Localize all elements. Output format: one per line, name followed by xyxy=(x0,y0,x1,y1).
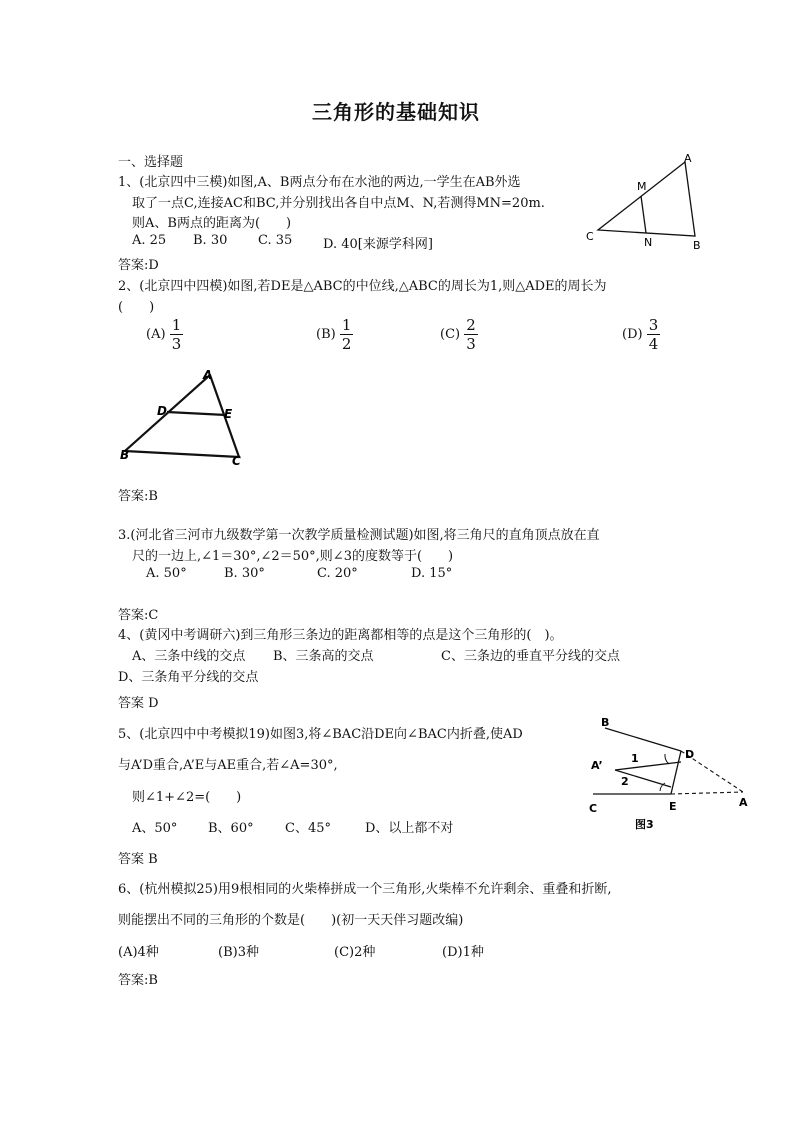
q4-line1: 4、(黄冈中考调研六)到三角形三条边的距离都相等的点是这个三角形的( )。 xyxy=(118,628,563,643)
q3-line1: 3.(河北省三河市九级数学第一次教学质量检测试题)如图,将三角尺的直角顶点放在直 xyxy=(118,528,600,543)
section-heading: 一、选择题 xyxy=(118,155,184,170)
q5-figure xyxy=(585,712,760,832)
q5-figure-caption: 图3 xyxy=(635,818,654,831)
q5-label-b: B xyxy=(601,716,610,729)
q2-option-b-num: 1 xyxy=(341,316,352,334)
q1-option-c: C. 35 xyxy=(258,233,293,248)
q6-answer: 答案:B xyxy=(118,973,158,988)
q3-answer: 答案:C xyxy=(118,608,159,623)
q5-answer: 答案 B xyxy=(118,852,158,867)
q5-label-e: E xyxy=(669,800,677,813)
q2-option-b xyxy=(316,316,353,353)
q2-option-d-den: 4 xyxy=(648,335,659,353)
q2-option-d-label: (D) xyxy=(622,327,643,342)
q2-option-d xyxy=(622,316,660,353)
q2-option-b-den: 2 xyxy=(341,335,352,353)
q1-answer: 答案:D xyxy=(118,258,159,273)
q1-line3: 则A、B两点的距离为( ) xyxy=(132,216,292,231)
q1-label-b: B xyxy=(693,239,701,252)
q2-line2: ( ) xyxy=(118,300,155,315)
q5-line-a-prime-d xyxy=(615,762,681,770)
q1-option-a: A. 25 xyxy=(132,233,167,248)
q2-option-d-num: 3 xyxy=(648,316,659,334)
q2-triangle xyxy=(125,375,239,457)
q2-figure xyxy=(115,365,255,470)
q4-option-c: C、三条边的垂直平分线的交点 xyxy=(441,649,620,664)
q1-line1: 1、(北京四中三模)如图,A、B两点分布在水池的两边,一学生在AB外选 xyxy=(118,175,521,190)
q6-line1: 6、(杭州模拟25)用9根相同的火柴棒拼成一个三角形,火柴棒不允许剩余、重叠和折断, xyxy=(118,882,612,897)
page-title: 三角形的基础知识 xyxy=(312,100,480,124)
q5-angle-1-arc xyxy=(665,754,669,764)
q2-option-a-den: 3 xyxy=(171,335,182,353)
q5-line-ea-dashed xyxy=(671,792,743,794)
q2-segment-de xyxy=(167,412,226,415)
q5-label-1: 1 xyxy=(631,752,639,765)
q5-label-d: D xyxy=(685,748,695,761)
q4-option-a: A、三条中线的交点 xyxy=(132,649,246,664)
q6-option-b: (B)3种 xyxy=(218,945,259,960)
q1-label-m: M xyxy=(637,180,647,193)
q2-option-a-num: 1 xyxy=(171,316,182,334)
q1-option-d: D. 40[来源学科网] xyxy=(323,237,433,252)
q2-answer: 答案:B xyxy=(118,489,158,504)
q2-option-c-den: 3 xyxy=(466,335,476,353)
q5-option-d: D、以上都不对 xyxy=(365,821,454,836)
q2-label-a: A xyxy=(203,368,213,382)
q5-label-2: 2 xyxy=(621,775,629,788)
q5-option-a: A、50° xyxy=(132,821,178,836)
q4-option-b: B、三条高的交点 xyxy=(273,649,374,664)
q6-option-c: (C)2种 xyxy=(334,945,376,960)
q1-label-a: A xyxy=(684,152,692,165)
q3-option-a: A. 50° xyxy=(146,566,187,581)
q2-option-a xyxy=(146,316,183,353)
q5-label-a-prime: A’ xyxy=(591,759,603,772)
q1-option-b: B. 30 xyxy=(193,233,228,248)
q5-label-c: C xyxy=(589,802,598,815)
q1-label-c: C xyxy=(586,230,594,243)
q6-option-d: (D)1种 xyxy=(442,945,484,960)
q3-option-b: B. 30° xyxy=(224,566,265,581)
q5-fold-line-de xyxy=(671,751,681,794)
q2-label-c: C xyxy=(232,454,241,468)
q5-line-bd xyxy=(605,728,681,751)
q1-label-n: N xyxy=(644,236,653,249)
q2-option-b-label: (B) xyxy=(316,327,336,342)
q4-option-d: D、三条角平分线的交点 xyxy=(118,670,259,685)
q1-triangle xyxy=(598,162,695,236)
q1-segment-mn xyxy=(641,196,646,233)
q3-option-c: C. 20° xyxy=(317,566,358,581)
q2-option-c-num: 2 xyxy=(466,316,476,334)
q5-option-c: C、45° xyxy=(285,821,331,836)
q6-line2: 则能摆出不同的三角形的个数是( )(初一天天伴习题改编) xyxy=(118,913,464,928)
q2-option-c xyxy=(440,316,478,353)
q2-line1: 2、(北京四中四模)如图,若DE是△ABC的中位线,△ABC的周长为1,则△ADE的周长为 xyxy=(118,279,607,294)
q2-label-e: E xyxy=(224,407,233,421)
q5-line1: 5、(北京四中中考模拟19)如图3,将∠BAC沿DE向∠BAC内折叠,使AD xyxy=(118,727,523,742)
q6-option-a: (A)4种 xyxy=(118,945,159,960)
q5-line3: 则∠1+∠2=( ) xyxy=(132,790,242,805)
q2-option-a-label: (A) xyxy=(146,327,166,342)
q5-option-b: B、60° xyxy=(208,821,254,836)
q1-figure xyxy=(580,150,710,255)
q2-label-b: B xyxy=(120,448,130,462)
q5-label-a: A xyxy=(739,796,748,809)
q1-line2: 取了一点C,连接AC和BC,并分别找出各自中点M、N,若测得MN=20m. xyxy=(132,196,545,211)
q2-option-c-label: (C) xyxy=(440,327,461,342)
q4-answer: 答案 D xyxy=(118,696,159,711)
q5-line2: 与A’D重合,A’E与AE重合,若∠A=30°, xyxy=(118,758,338,773)
q3-line2: 尺的一边上,∠1＝30°,∠2＝50°,则∠3的度数等于( ) xyxy=(132,549,454,564)
q3-option-d: D. 15° xyxy=(411,566,453,581)
q2-label-d: D xyxy=(157,404,167,418)
